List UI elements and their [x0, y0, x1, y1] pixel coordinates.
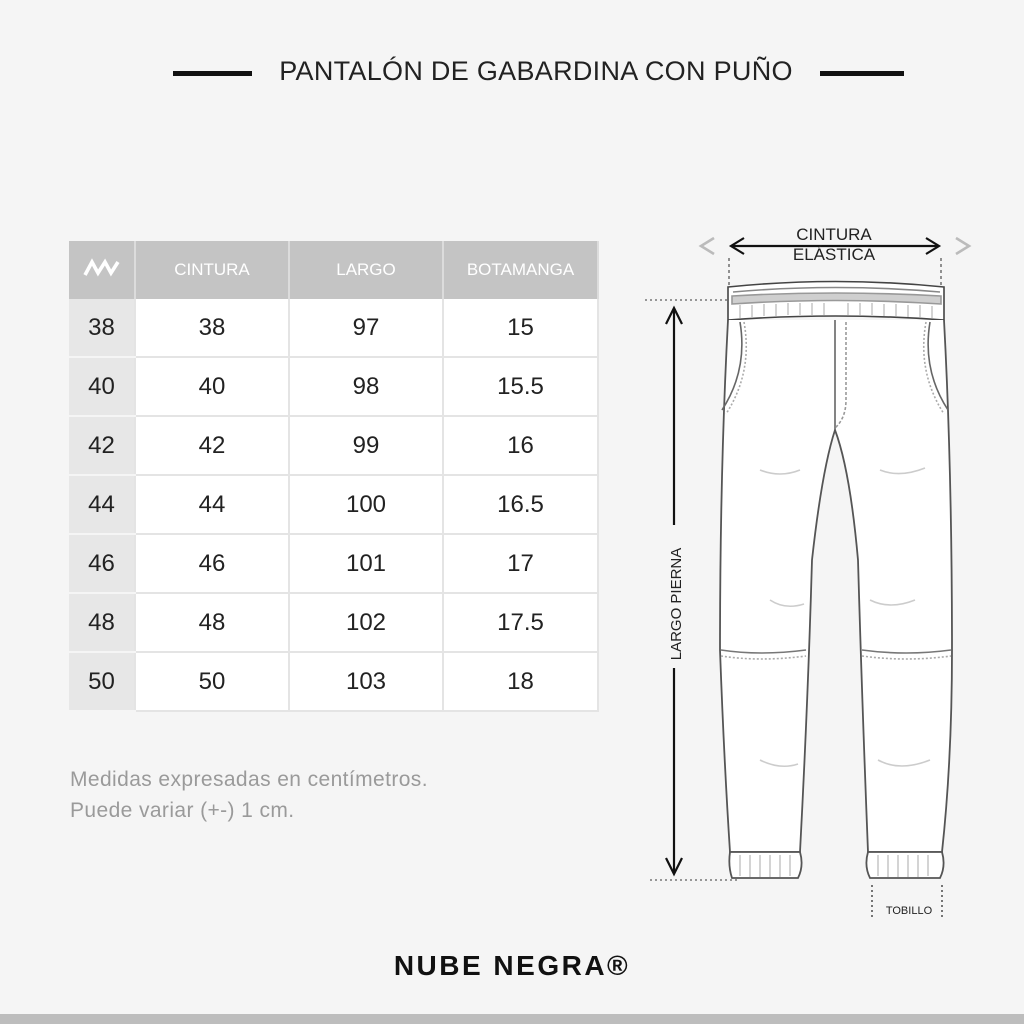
logo-header-cell	[69, 241, 135, 299]
nube-negra-wave-icon	[83, 258, 121, 278]
note-line-1: Medidas expresadas en centímetros.	[70, 768, 428, 791]
cintura-cell: 42	[135, 416, 289, 475]
botamanga-cell: 16	[443, 416, 598, 475]
cintura-cell: 40	[135, 357, 289, 416]
waist-label-line-1: CINTURA	[796, 225, 872, 244]
cintura-cell: 38	[135, 299, 289, 357]
size-cell: 38	[69, 299, 135, 357]
header-cintura: CINTURA	[135, 241, 289, 299]
bottom-bar	[0, 1014, 1024, 1024]
table-row	[69, 475, 598, 534]
table-row	[69, 593, 598, 652]
largo-cell: 101	[289, 534, 443, 593]
table-row	[69, 416, 598, 475]
cintura-cell: 44	[135, 475, 289, 534]
leg-length-text: LARGO PIERNA	[668, 547, 685, 661]
note-line-2: Puede variar (+-) 1 cm.	[70, 799, 295, 822]
ankle-label: TOBILLO	[885, 905, 933, 917]
largo-cell: 99	[289, 416, 443, 475]
waist-label-line-2: ELÁSTICA	[792, 245, 876, 264]
largo-cell: 98	[289, 357, 443, 416]
size-cell: 48	[69, 593, 135, 652]
page-title: PANTALÓN DE GABARDINA CON PUÑO	[279, 56, 793, 86]
cintura-cell: 48	[135, 593, 289, 652]
size-cell: 44	[69, 475, 135, 534]
botamanga-cell: 15.5	[443, 357, 598, 416]
table-row	[69, 652, 598, 711]
botamanga-cell: 16.5	[443, 475, 598, 534]
size-cell: 46	[69, 534, 135, 593]
largo-cell: 102	[289, 593, 443, 652]
botamanga-cell: 17	[443, 534, 598, 593]
size-cell: 50	[69, 652, 135, 711]
table-row	[69, 357, 598, 416]
largo-cell: 103	[289, 652, 443, 711]
cintura-cell: 46	[135, 534, 289, 593]
measurement-note	[70, 764, 428, 826]
botamanga-cell: 17.5	[443, 593, 598, 652]
header-botamanga: BOTAMANGA	[443, 241, 598, 299]
table-row	[69, 534, 598, 593]
cintura-cell: 50	[135, 652, 289, 711]
title-rule-left	[173, 71, 252, 76]
size-cell: 40	[69, 357, 135, 416]
botamanga-cell: 18	[443, 652, 598, 711]
header-largo: LARGO	[289, 241, 443, 299]
largo-cell: 100	[289, 475, 443, 534]
size-table	[69, 241, 599, 712]
brand-logo: NUBE NEGRA®	[393, 950, 631, 981]
largo-cell: 97	[289, 299, 443, 357]
waist-label	[772, 225, 896, 265]
table-header-row	[69, 241, 598, 299]
leg-length-label	[662, 536, 692, 676]
table-row	[69, 299, 598, 357]
title-bar	[0, 52, 1024, 96]
title-rule-right	[820, 71, 904, 76]
botamanga-cell: 15	[443, 299, 598, 357]
size-cell: 42	[69, 416, 135, 475]
